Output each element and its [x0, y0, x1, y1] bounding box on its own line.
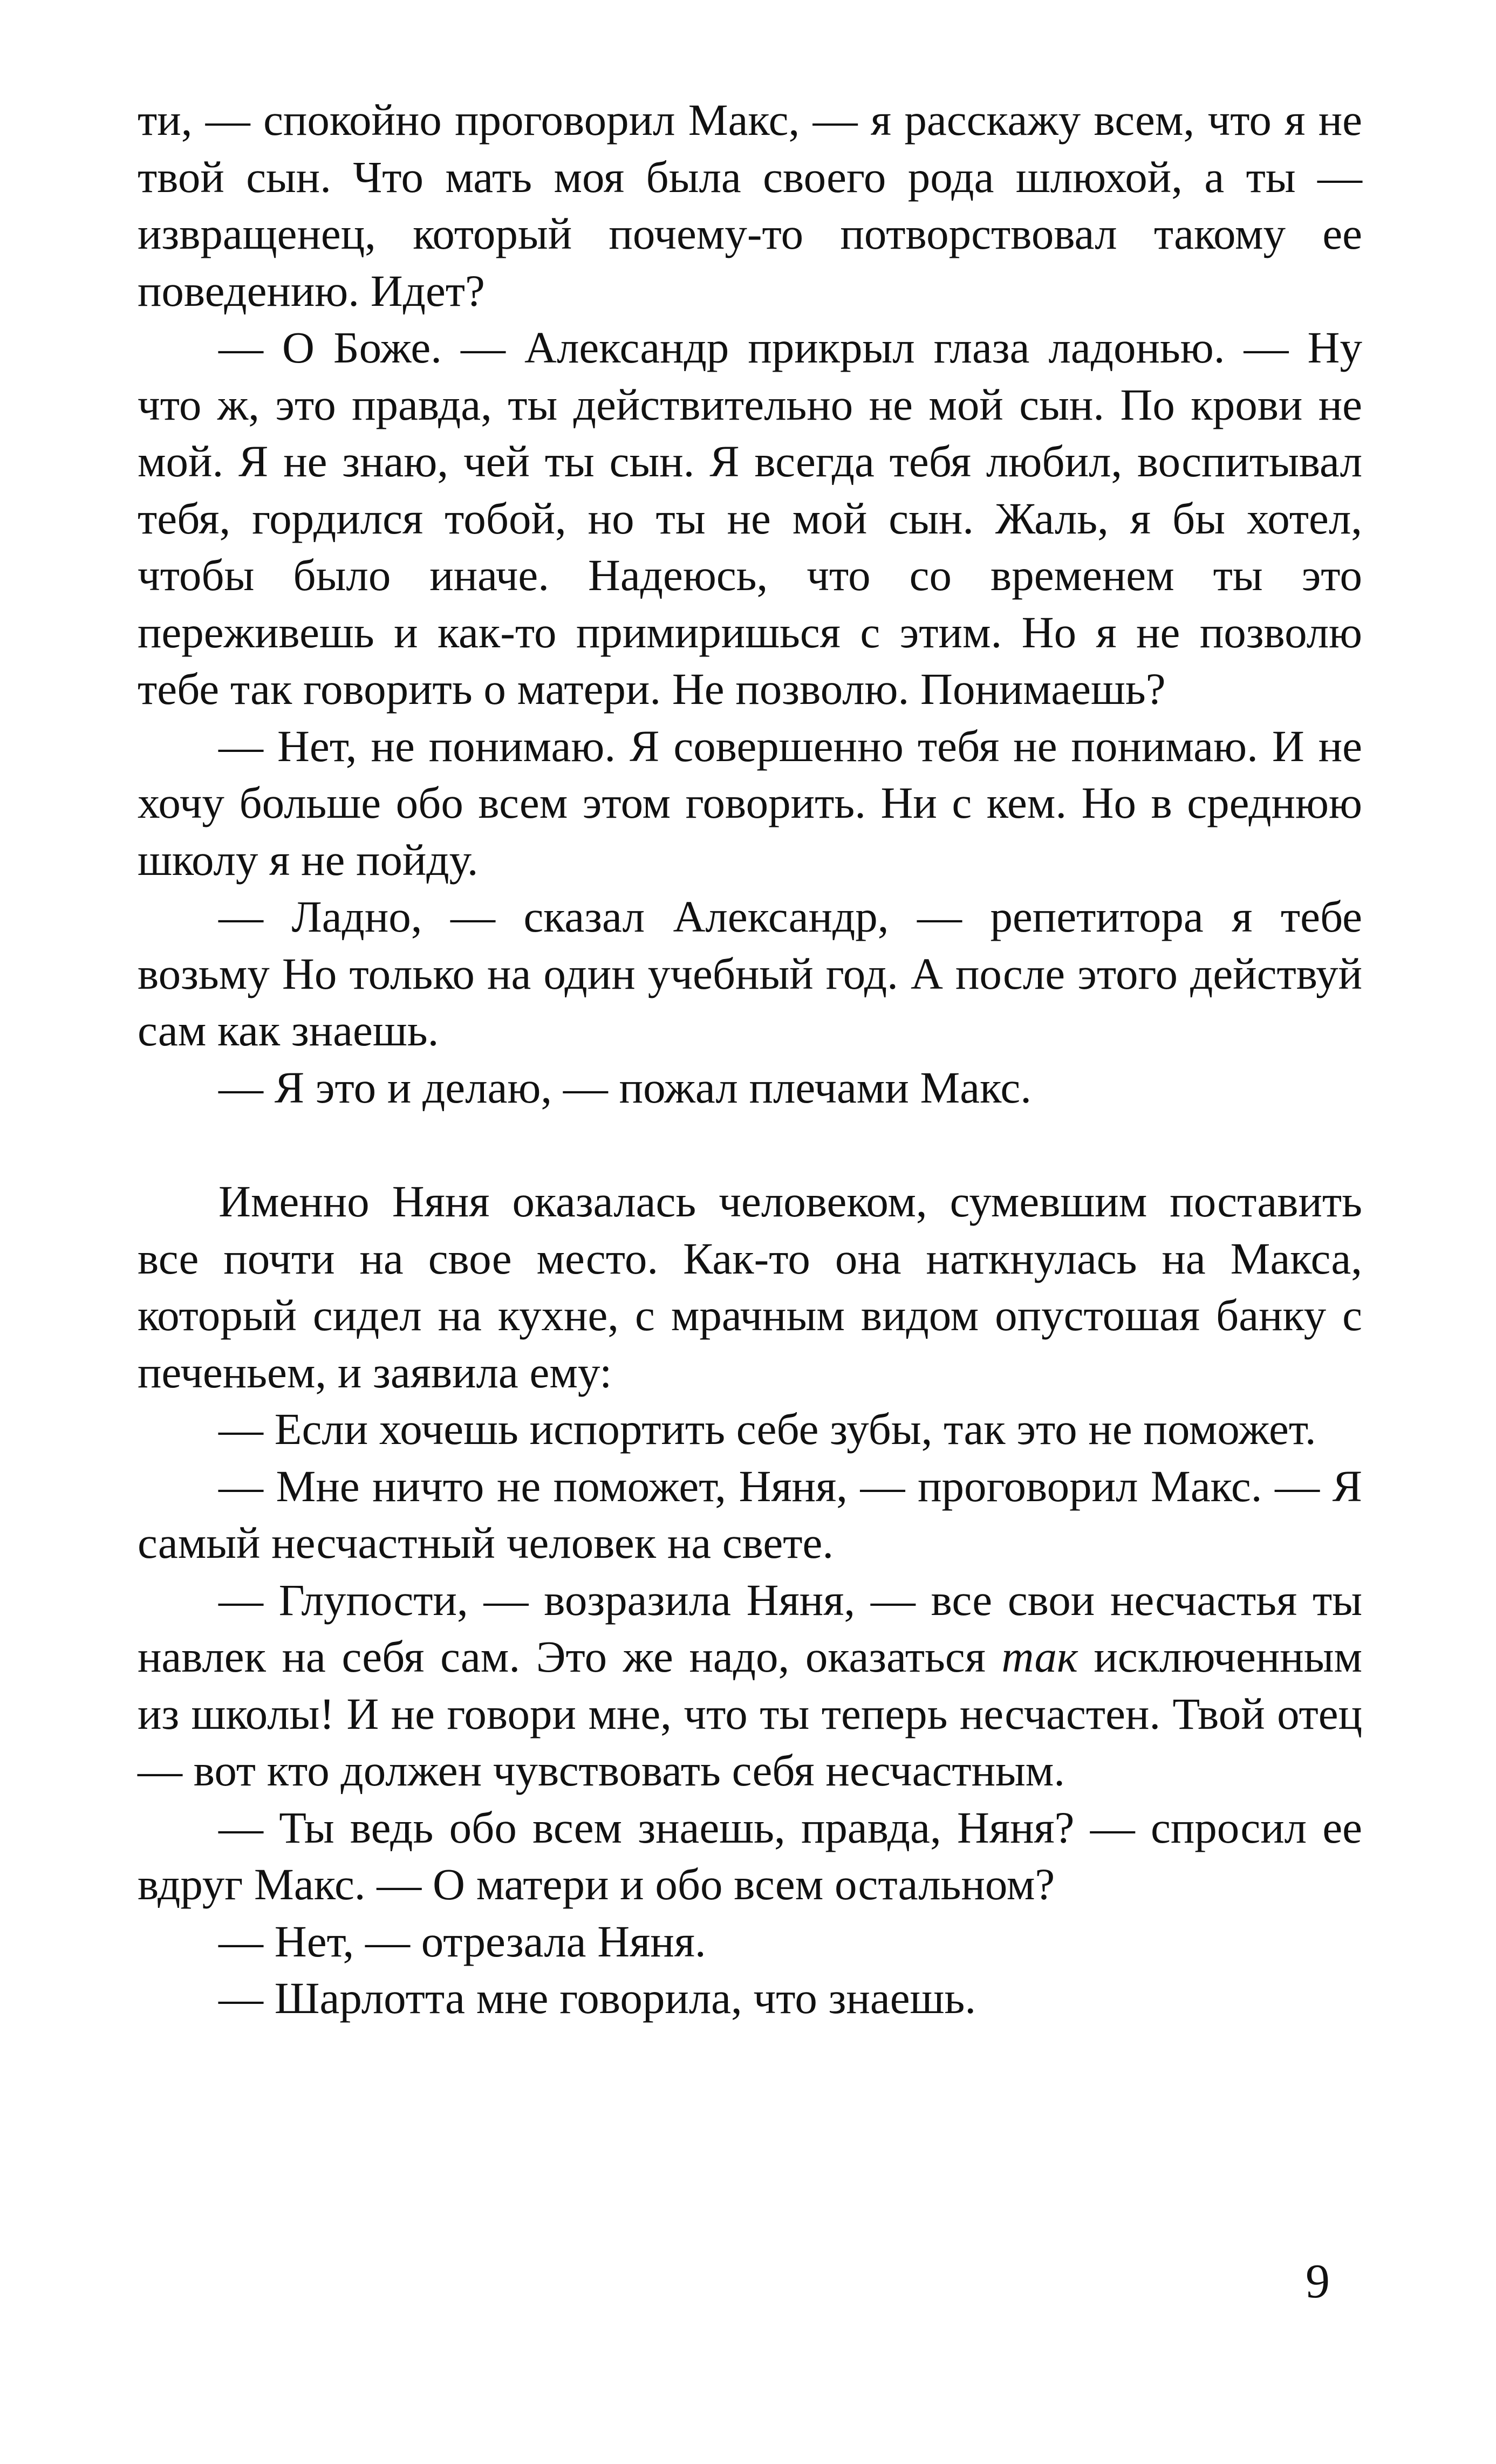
paragraph-9-part-2: исключенным из школы! И не говори мне, что ты теперь несчастен. Твой отец — вот кто должен чувствовать себя несчастным. — [138, 1632, 1362, 1795]
paragraph-9-italic: так — [1001, 1632, 1078, 1681]
paragraph-6: Именно Няня оказалась человеком, сумевшим поставить все почти на свое место. Как-то она наткнулась на Макса, который сидел на кухне, с мрачным видом опустошая банку с печеньем, и заявила ему: — [138, 1176, 1362, 1397]
paragraph-10: — Ты ведь обо всем знаешь, правда, Няня? — спросил ее вдруг Макс. — О матери и обо всем остальном? — [138, 1802, 1362, 1909]
body-text — [138, 92, 1362, 2027]
paragraph-2: — О Боже. — Александр прикрыл глаза ладонью. — Ну что ж, это правда, ты действительно не мой сын. По крови не мой. Я не знаю, чей ты сын. Я всегда тебя любил, воспитывал тебя, гордился тобой, но ты не мой сын. Жаль, я бы хотел, чтобы было иначе. Надеюсь, что со временем ты это переживешь и как-то примиришься с этим. Но я не позволю тебе так говорить о матери. Не позволю. Понимаешь? — [138, 323, 1362, 714]
paragraph-9-part-1: — Глупости, — возразила Няня, — все свои несчастья ты навлек на себя сам. Это же надо, оказаться — [138, 1575, 1362, 1681]
section-break — [138, 1116, 1362, 1173]
paragraph-4: — Ладно, — сказал Александр, — репетитора я тебе возьму Но только на один учебный год. А после этого действуй сам как знаешь. — [138, 892, 1362, 1055]
paragraph-12: — Шарлотта мне говорила, что знаешь. — [218, 1973, 976, 2023]
paragraph-7: — Если хочешь испортить себе зубы, так это не поможет. — [218, 1404, 1316, 1454]
paragraph-5: — Я это и делаю, — пожал плечами Макс. — [218, 1062, 1032, 1112]
paragraph-8: — Мне ничто не поможет, Няня, — проговорил Макс. — Я самый несчастный человек на свете. — [138, 1461, 1362, 1568]
paragraph-1: ти, — спокойно проговорил Макс, — я расскажу всем, что я не твой сын. Что мать моя была своего рода шлюхой, а ты — извращенец, который почему-то потворствовал такому ее поведению. Идет? — [138, 95, 1362, 316]
paragraph-3: — Нет, не понимаю. Я совершенно тебя не понимаю. И не хочу больше обо всем этом говорить. Ни с кем. Но в среднюю школу я не пойду. — [138, 721, 1362, 885]
paragraph-9 — [138, 1572, 1362, 1799]
paragraph-11: — Нет, — отрезала Няня. — [218, 1916, 706, 1966]
page-number: 9 — [1306, 2255, 1330, 2308]
